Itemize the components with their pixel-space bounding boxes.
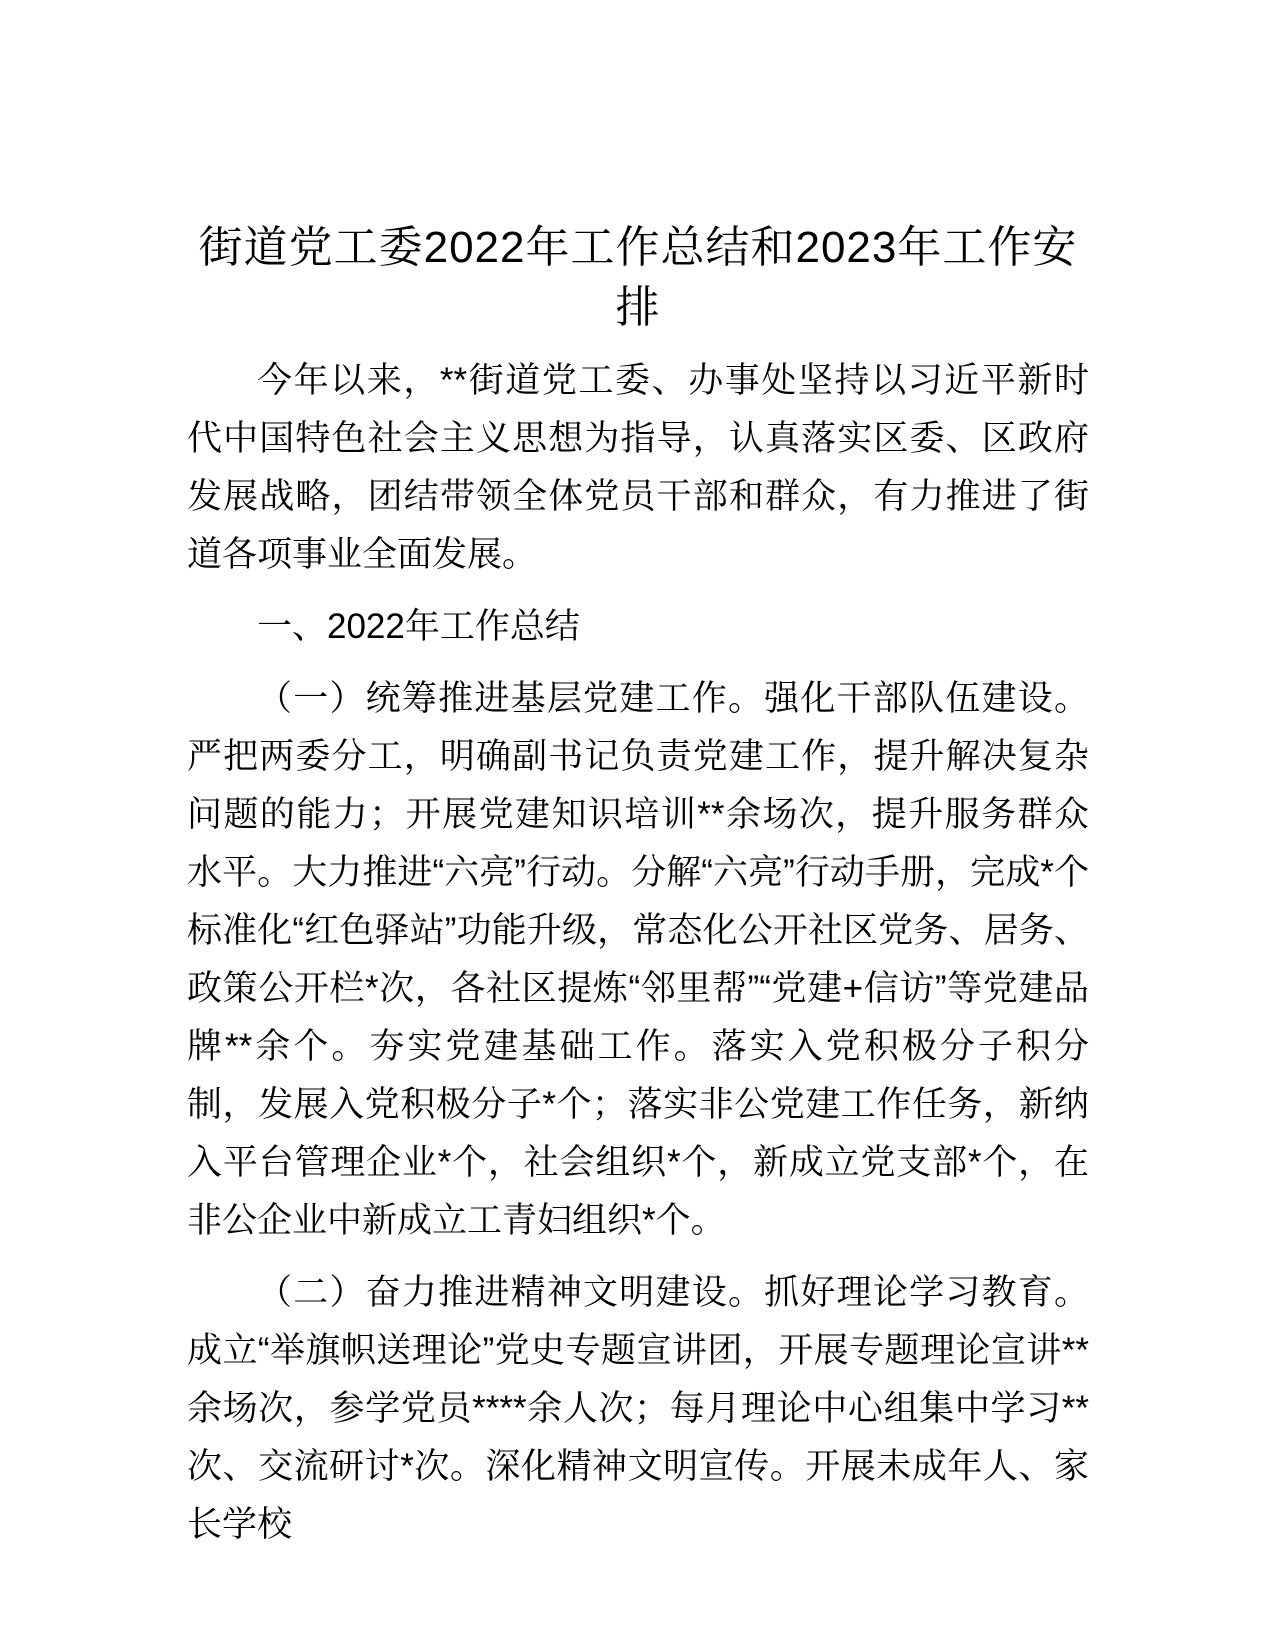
section-heading-2022-work-summary: 一、2022年工作总结 [257,607,580,646]
document-title [187,218,1089,338]
paragraph-spiritual-civilization: （二）奋力推进精神文明建设。抓好理论学习教育。成立“举旗帜送理论”党史专题宣讲团，开展专题理论宣讲**余场次，参学党员****余人次；每月理论中心组集中学习**次、交流研讨*次。深化精神文明宣传。开展未成年人、家长学校 [187,1273,1089,1544]
paragraph-party-building: （一）统筹推进基层党建工作。强化干部队伍建设。严把两委分工，明确副书记负责党建工作，提升解决复杂问题的能力；开展党建知识培训**余场次，提升服务群众水平。大力推进“六亮”行动。分解“六亮”行动手册，完成*个标准化“红色驿站”功能升级，常态化公开社区党务、居务、政策公开栏*次，各社区提炼“邻里帮”“党建+信访”等党建品牌**余个。夯实党建基础工作。落实入党积极分子积分制，发展入党积极分子*个；落实非公党建工作任务，新纳入平台管理企业*个，社会组织*个，新成立党支部*个，在非公企业中新成立工青妇组织*个。 [187,679,1089,1240]
intro-paragraph: 今年以来，**街道党工委、办事处坚持以习近平新时代中国特色社会主义思想为指导，认真落实区委、区政府发展战略，团结带领全体党员干部和群众，有力推进了街道各项事业全面发展。 [187,361,1089,574]
document-title-line-2: 排 [615,283,661,332]
document-title-line-1: 街道党工委2022年工作总结和2023年工作安 [198,223,1078,272]
